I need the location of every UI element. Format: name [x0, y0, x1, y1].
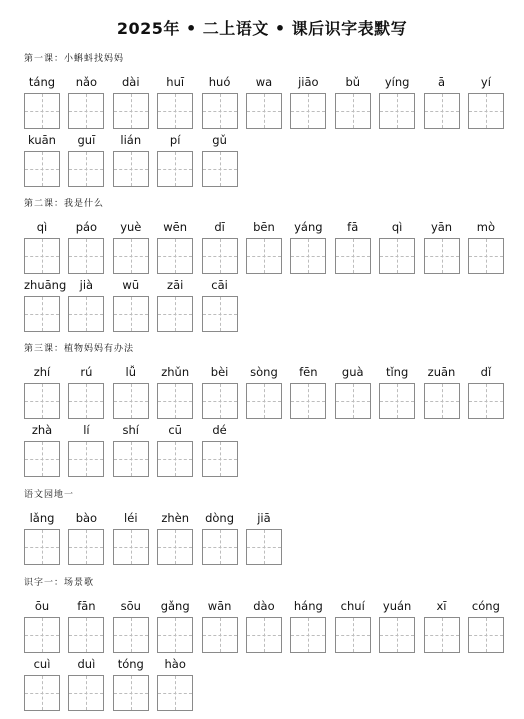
- character-cell: [68, 74, 104, 130]
- pinyin-label: lǎng: [29, 511, 55, 525]
- tianzige-writing-box[interactable]: [24, 441, 60, 477]
- character-cell: [157, 656, 193, 712]
- character-cell: [24, 219, 60, 275]
- pinyin-label: táng: [28, 75, 56, 89]
- tianzige-writing-box[interactable]: [157, 93, 193, 129]
- pinyin-label: huī: [166, 75, 185, 89]
- character-cell: [290, 74, 326, 130]
- tianzige-writing-box[interactable]: [68, 529, 104, 565]
- pinyin-label: páo: [75, 220, 98, 234]
- character-cell: [424, 364, 460, 420]
- tianzige-writing-box[interactable]: [68, 238, 104, 274]
- pinyin-label: háng: [293, 599, 323, 613]
- pinyin-label: tóng: [117, 657, 144, 671]
- tianzige-writing-box[interactable]: [202, 529, 238, 565]
- pinyin-row: [24, 74, 514, 130]
- pinyin-label: dī: [214, 220, 225, 234]
- tianzige-writing-box[interactable]: [24, 296, 60, 332]
- pinyin-label: dòng: [205, 511, 235, 525]
- tianzige-writing-box[interactable]: [113, 151, 149, 187]
- character-cell: [246, 364, 282, 420]
- character-cell: [246, 74, 282, 130]
- tianzige-writing-box[interactable]: [24, 238, 60, 274]
- pinyin-label: gǎng: [160, 599, 190, 613]
- pinyin-label: qì: [36, 220, 48, 234]
- character-cell: [379, 364, 415, 420]
- tianzige-writing-box[interactable]: [424, 238, 460, 274]
- tianzige-writing-box[interactable]: [424, 383, 460, 419]
- character-cell: [157, 74, 193, 130]
- character-cell: [202, 132, 238, 188]
- pinyin-row: [24, 219, 514, 275]
- lesson-title: 第三课：植物妈妈有办法: [24, 344, 135, 354]
- character-cell: [335, 598, 371, 654]
- lesson-section: [24, 342, 514, 478]
- character-cell: [157, 422, 193, 478]
- lesson-title: 第一课：小蝌蚪找妈妈: [24, 54, 125, 64]
- tianzige-writing-box[interactable]: [379, 238, 415, 274]
- tianzige-writing-box[interactable]: [202, 93, 238, 129]
- tianzige-writing-box[interactable]: [157, 675, 193, 711]
- tianzige-writing-box[interactable]: [157, 529, 193, 565]
- pinyin-label: yí: [480, 75, 491, 89]
- pinyin-label: nǎo: [75, 75, 98, 89]
- pinyin-label: cuì: [33, 657, 51, 671]
- character-cell: [468, 219, 504, 275]
- lesson-section: [24, 197, 514, 333]
- character-cell: [290, 219, 326, 275]
- character-cell: [468, 598, 504, 654]
- tianzige-writing-box[interactable]: [113, 617, 149, 653]
- pinyin-label: chuí: [340, 599, 365, 613]
- pinyin-label: fān: [77, 599, 96, 613]
- character-cell: [68, 510, 104, 566]
- pinyin-label: lí: [83, 423, 90, 437]
- character-cell: [157, 277, 193, 333]
- pinyin-label: jiāo: [298, 75, 319, 89]
- pinyin-label: yáng: [294, 220, 323, 234]
- pinyin-label: zāi: [167, 278, 184, 292]
- tianzige-writing-box[interactable]: [24, 617, 60, 653]
- character-cell: [24, 422, 60, 478]
- tianzige-writing-box[interactable]: [202, 151, 238, 187]
- character-cell: [379, 74, 415, 130]
- pinyin-label: zhà: [31, 423, 53, 437]
- tianzige-writing-box[interactable]: [290, 383, 326, 419]
- character-cell: [202, 364, 238, 420]
- character-cell: [157, 598, 193, 654]
- character-cell: [113, 132, 149, 188]
- pinyin-label: lǚ: [125, 365, 137, 379]
- pinyin-label: bào: [75, 511, 98, 525]
- character-cell: [24, 277, 67, 333]
- tianzige-writing-box[interactable]: [290, 617, 326, 653]
- pinyin-label: zhèn: [161, 511, 190, 525]
- pinyin-label: qì: [391, 220, 403, 234]
- pinyin-label: yān: [430, 220, 453, 234]
- tianzige-writing-box[interactable]: [68, 93, 104, 129]
- pinyin-label: tǐng: [385, 365, 409, 379]
- tianzige-writing-box[interactable]: [24, 529, 60, 565]
- character-cell: [113, 598, 149, 654]
- pinyin-label: duì: [77, 657, 96, 671]
- tianzige-writing-box[interactable]: [24, 151, 60, 187]
- character-cell: [157, 132, 193, 188]
- character-cell: [202, 422, 238, 478]
- pinyin-label: jiā: [257, 511, 271, 525]
- pinyin-label: cū: [168, 423, 182, 437]
- character-cell: [68, 219, 104, 275]
- pinyin-label: yuè: [120, 220, 142, 234]
- tianzige-writing-box[interactable]: [113, 675, 149, 711]
- tianzige-writing-box[interactable]: [424, 93, 460, 129]
- tianzige-writing-box[interactable]: [290, 93, 326, 129]
- pinyin-label: wa: [255, 75, 273, 89]
- tianzige-writing-box[interactable]: [468, 238, 504, 274]
- pinyin-label: dǐ: [480, 365, 492, 379]
- character-cell: [424, 598, 460, 654]
- tianzige-writing-box[interactable]: [246, 383, 282, 419]
- lesson-title: 第二课：我是什么: [24, 199, 105, 209]
- character-cell: [24, 132, 60, 188]
- character-cell: [113, 74, 149, 130]
- pinyin-row: [24, 132, 514, 188]
- character-cell: [113, 510, 149, 566]
- pinyin-label: pí: [169, 133, 181, 147]
- tianzige-writing-box[interactable]: [157, 296, 193, 332]
- character-cell: [290, 598, 326, 654]
- pinyin-label: gǔ: [212, 133, 227, 147]
- pinyin-label: shí: [122, 423, 140, 437]
- tianzige-writing-box[interactable]: [379, 383, 415, 419]
- character-cell: [202, 510, 238, 566]
- tianzige-writing-box[interactable]: [202, 383, 238, 419]
- pinyin-label: jià: [79, 278, 94, 292]
- character-cell: [68, 364, 104, 420]
- pinyin-label: cāi: [211, 278, 228, 292]
- pinyin-label: zuān: [427, 365, 456, 379]
- character-cell: [68, 656, 104, 712]
- character-cell: [379, 219, 415, 275]
- character-cell: [113, 219, 149, 275]
- character-cell: [246, 219, 282, 275]
- pinyin-label: zhǔn: [161, 365, 190, 379]
- character-cell: [424, 219, 460, 275]
- pinyin-label: zhí: [33, 365, 51, 379]
- pinyin-label: bēn: [253, 220, 275, 234]
- tianzige-writing-box[interactable]: [68, 296, 104, 332]
- pinyin-label: sòng: [250, 365, 278, 379]
- pinyin-label: huó: [208, 75, 231, 89]
- tianzige-writing-box[interactable]: [335, 93, 371, 129]
- tianzige-writing-box[interactable]: [468, 383, 504, 419]
- pinyin-label: léi: [124, 511, 138, 525]
- tianzige-writing-box[interactable]: [157, 441, 193, 477]
- pinyin-label: xī: [436, 599, 447, 613]
- character-cell: [113, 656, 149, 712]
- pinyin-label: dào: [253, 599, 275, 613]
- tianzige-writing-box[interactable]: [68, 675, 104, 711]
- pinyin-label: dài: [122, 75, 140, 89]
- tianzige-writing-box[interactable]: [68, 383, 104, 419]
- lesson-section: [24, 576, 514, 712]
- tianzige-writing-box[interactable]: [424, 617, 460, 653]
- character-cell: [24, 598, 60, 654]
- tianzige-writing-box[interactable]: [335, 383, 371, 419]
- character-cell: [157, 219, 193, 275]
- character-cell: [290, 364, 326, 420]
- pinyin-label: cóng: [471, 599, 500, 613]
- character-cell: [468, 74, 504, 130]
- pinyin-label: wān: [207, 599, 232, 613]
- character-cell: [68, 422, 104, 478]
- tianzige-writing-box[interactable]: [24, 93, 60, 129]
- character-cell: [335, 74, 371, 130]
- pinyin-row: [24, 510, 514, 566]
- pinyin-label: wū: [122, 278, 140, 292]
- character-cell: [113, 364, 149, 420]
- character-cell: [202, 219, 238, 275]
- tianzige-writing-box[interactable]: [379, 617, 415, 653]
- character-cell: [202, 598, 238, 654]
- tianzige-writing-box[interactable]: [157, 617, 193, 653]
- tianzige-writing-box[interactable]: [246, 617, 282, 653]
- pinyin-label: guà: [341, 365, 364, 379]
- tianzige-writing-box[interactable]: [202, 617, 238, 653]
- page-title: 2025年 • 二上语文 • 课后识字表默写: [116, 19, 408, 38]
- tianzige-writing-box[interactable]: [202, 441, 238, 477]
- character-cell: [468, 364, 504, 420]
- character-cell: [246, 598, 282, 654]
- tianzige-writing-box[interactable]: [68, 617, 104, 653]
- tianzige-writing-box[interactable]: [468, 93, 504, 129]
- tianzige-writing-box[interactable]: [24, 675, 60, 711]
- character-cell: [24, 656, 60, 712]
- pinyin-label: zhuāng: [24, 278, 67, 292]
- tianzige-writing-box[interactable]: [246, 529, 282, 565]
- character-cell: [157, 510, 193, 566]
- pinyin-label: bǔ: [345, 75, 361, 89]
- pinyin-label: yuán: [382, 599, 412, 613]
- character-cell: [24, 74, 60, 130]
- character-cell: [157, 364, 193, 420]
- pinyin-label: fā: [347, 220, 359, 234]
- tianzige-writing-box[interactable]: [113, 296, 149, 332]
- character-cell: [335, 219, 371, 275]
- pinyin-label: sōu: [120, 599, 141, 613]
- pinyin-label: mò: [476, 220, 496, 234]
- tianzige-writing-box[interactable]: [113, 93, 149, 129]
- pinyin-label: kuān: [28, 133, 56, 147]
- tianzige-writing-box[interactable]: [24, 383, 60, 419]
- character-cell: [335, 364, 371, 420]
- tianzige-writing-box[interactable]: [335, 238, 371, 274]
- character-cell: [68, 277, 104, 333]
- tianzige-writing-box[interactable]: [113, 529, 149, 565]
- character-cell: [202, 74, 238, 130]
- pinyin-row: [24, 364, 514, 420]
- pinyin-label: fēn: [299, 365, 318, 379]
- tianzige-writing-box[interactable]: [113, 238, 149, 274]
- pinyin-label: ōu: [34, 599, 50, 613]
- character-cell: [379, 598, 415, 654]
- tianzige-writing-box[interactable]: [68, 151, 104, 187]
- tianzige-writing-box[interactable]: [157, 383, 193, 419]
- character-cell: [24, 510, 60, 566]
- lesson-title: 语文园地一: [24, 490, 75, 500]
- pinyin-row: [24, 656, 514, 712]
- pinyin-label: yíng: [384, 75, 410, 89]
- pinyin-row: [24, 422, 514, 478]
- pinyin-label: guī: [77, 133, 96, 147]
- pinyin-label: ā: [437, 75, 446, 89]
- character-cell: [68, 598, 104, 654]
- pinyin-label: wēn: [163, 220, 188, 234]
- tianzige-writing-box[interactable]: [157, 151, 193, 187]
- character-cell: [113, 277, 149, 333]
- lesson-title: 识字一：场景歌: [24, 578, 95, 588]
- pinyin-label: bèi: [210, 365, 229, 379]
- tianzige-writing-box[interactable]: [246, 238, 282, 274]
- pinyin-row: [24, 598, 514, 654]
- tianzige-writing-box[interactable]: [157, 238, 193, 274]
- character-cell: [68, 132, 104, 188]
- tianzige-writing-box[interactable]: [290, 238, 326, 274]
- tianzige-writing-box[interactable]: [113, 441, 149, 477]
- tianzige-writing-box[interactable]: [202, 238, 238, 274]
- tianzige-writing-box[interactable]: [335, 617, 371, 653]
- character-cell: [424, 74, 460, 130]
- lesson-section: [24, 52, 514, 188]
- tianzige-writing-box[interactable]: [379, 93, 415, 129]
- pinyin-row: [24, 277, 514, 333]
- tianzige-writing-box[interactable]: [246, 93, 282, 129]
- tianzige-writing-box[interactable]: [468, 617, 504, 653]
- tianzige-writing-box[interactable]: [68, 441, 104, 477]
- pinyin-label: lián: [120, 133, 142, 147]
- pinyin-label: rú: [80, 365, 93, 379]
- character-cell: [246, 510, 282, 566]
- tianzige-writing-box[interactable]: [202, 296, 238, 332]
- character-cell: [202, 277, 238, 333]
- lesson-section: [24, 488, 514, 566]
- pinyin-label: hào: [164, 657, 186, 671]
- character-cell: [24, 364, 60, 420]
- pinyin-label: dé: [212, 423, 227, 437]
- tianzige-writing-box[interactable]: [113, 383, 149, 419]
- character-cell: [113, 422, 149, 478]
